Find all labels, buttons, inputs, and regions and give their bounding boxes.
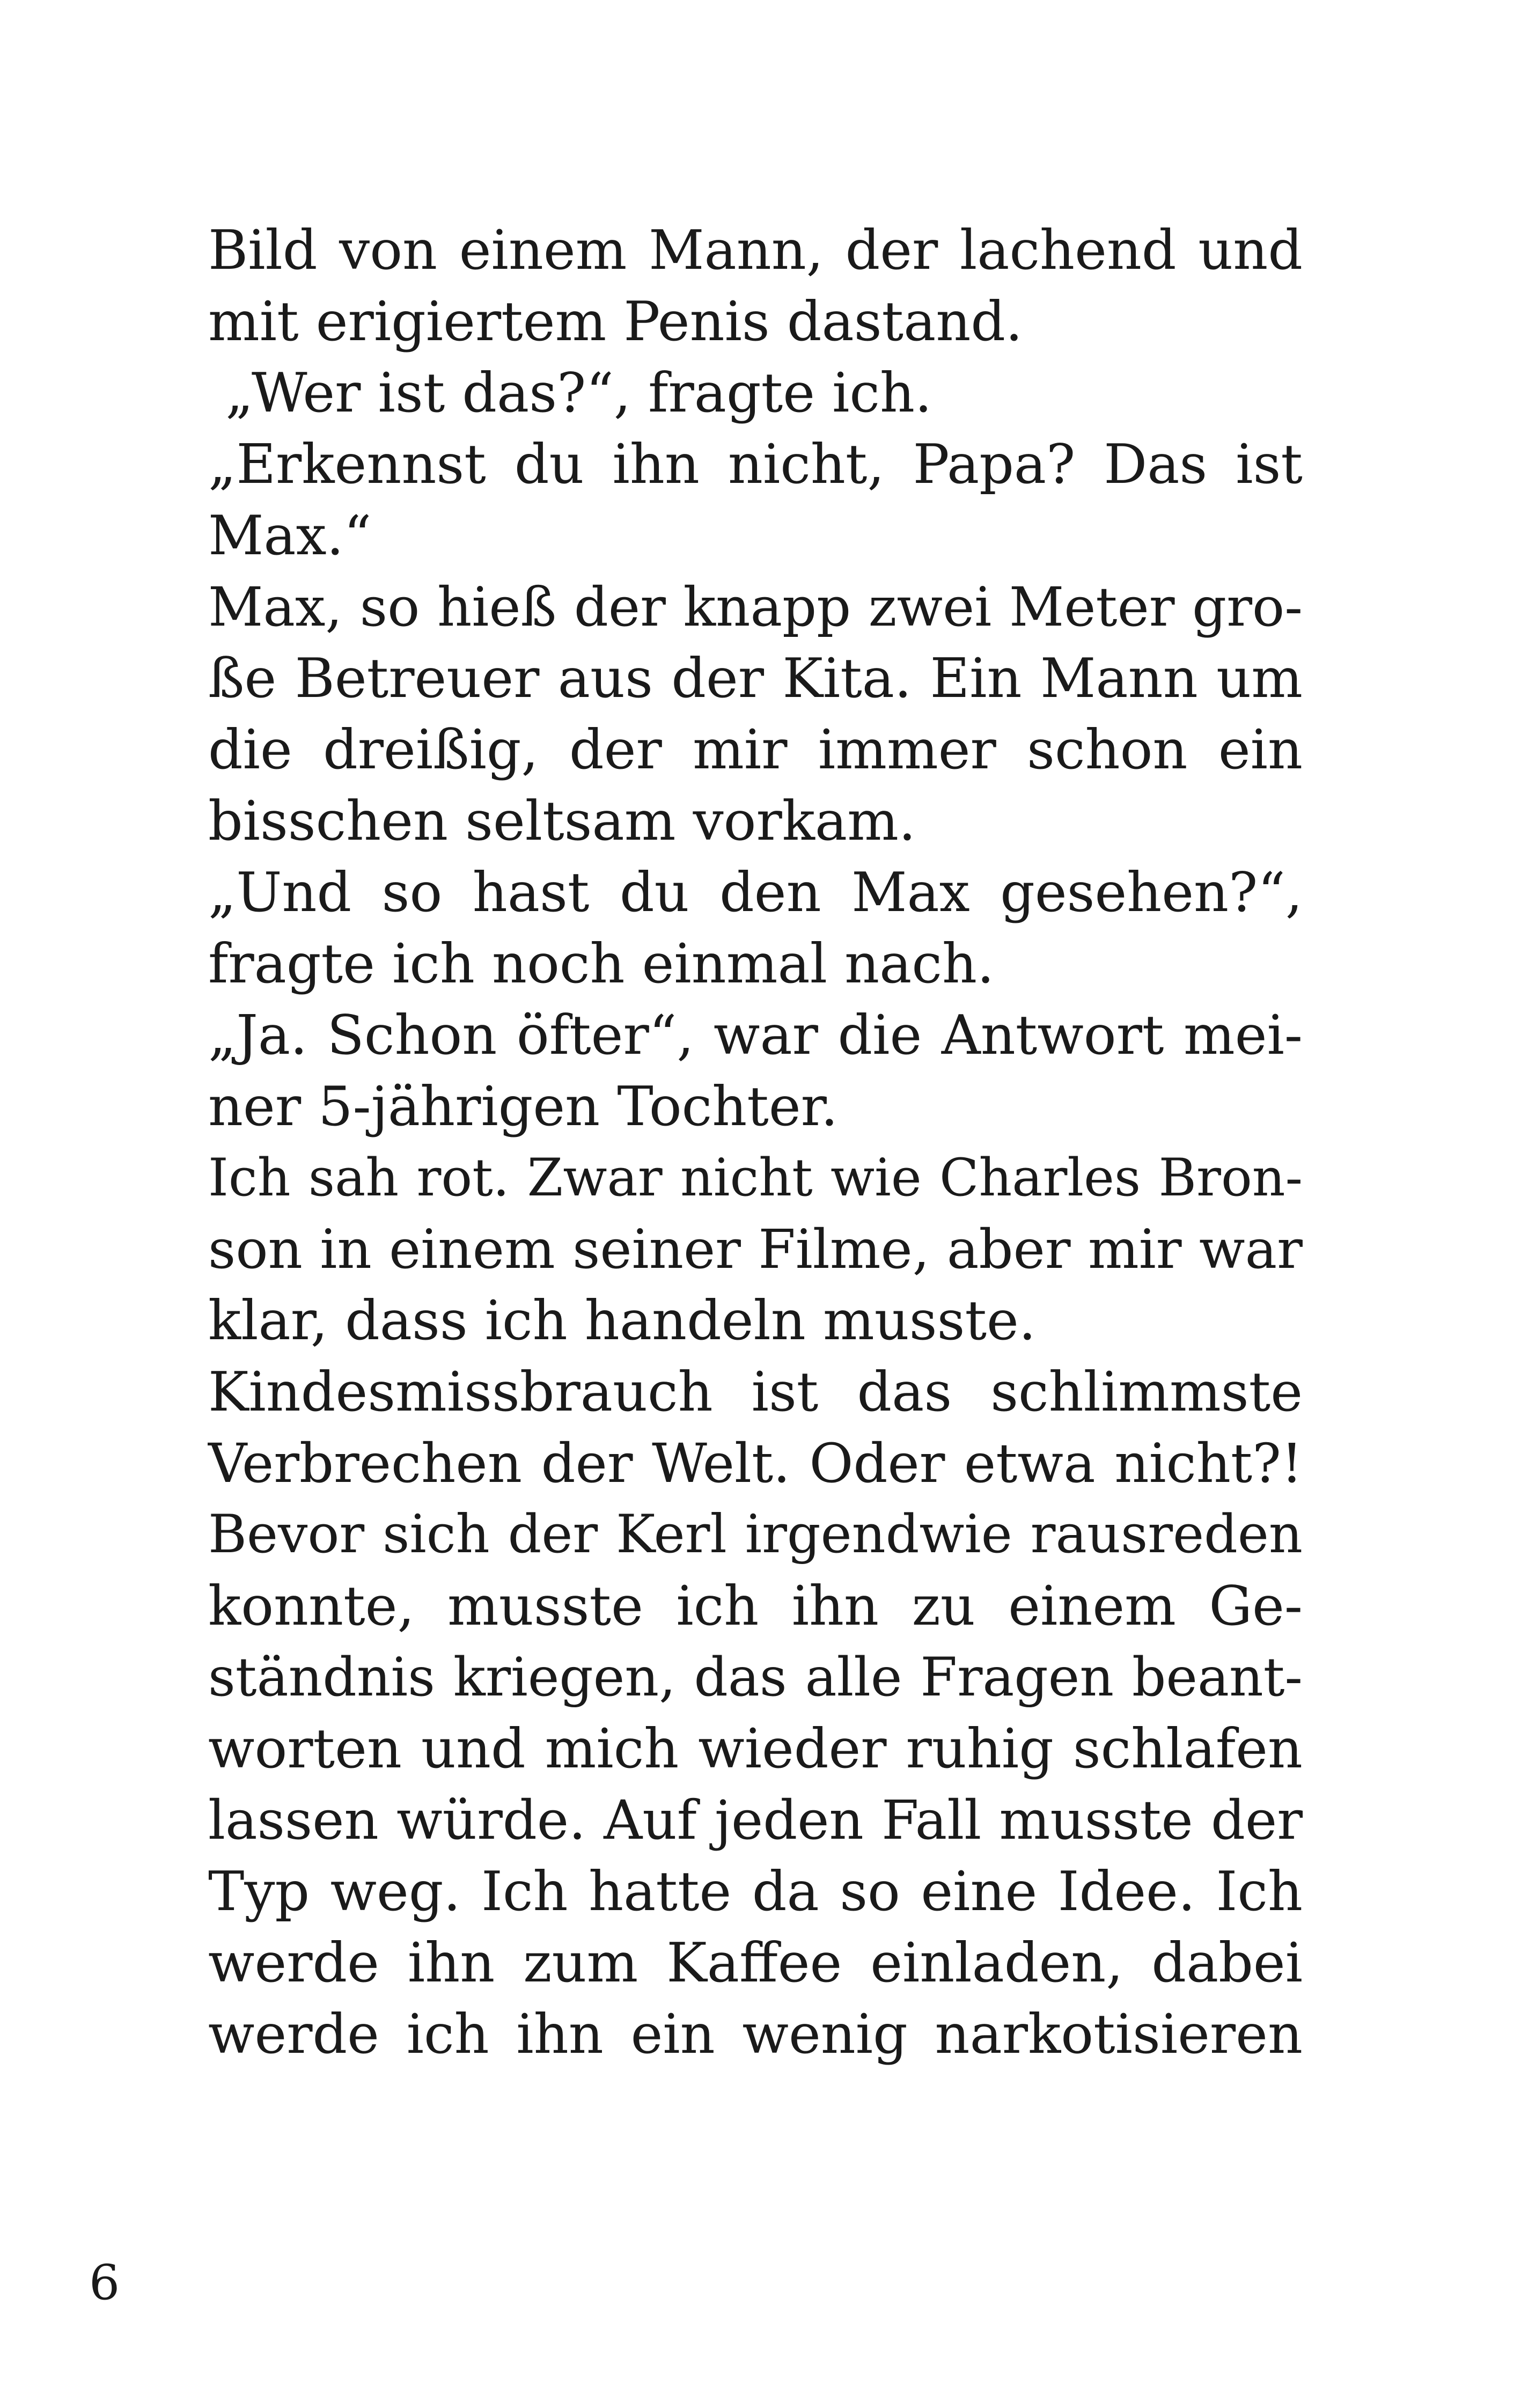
text-line: mit erigiertem Penis dastand. — [208, 290, 1023, 353]
text-line: konnte, musste ich ihn zu einem Ge- — [208, 1574, 1303, 1638]
text-line: die dreißig, der mir immer schon ein — [208, 718, 1303, 781]
text-line: „Und so hast du den Max gesehen?“, — [208, 861, 1303, 924]
text-line: „Erkennst du ihn nicht, Papa? Das ist — [208, 432, 1303, 496]
body-text — [208, 215, 1303, 2070]
text-line: werde ihn zum Kaffee einladen, dabei — [208, 1931, 1303, 1994]
text-line: werde ich ihn ein wenig narkotisieren — [208, 2002, 1303, 2066]
text-line: „Wer ist das?“, fragte ich. — [208, 361, 932, 424]
text-line: son in einem seiner Filme, aber mir war — [208, 1218, 1303, 1281]
text-line: Max.“ — [208, 504, 372, 567]
text-line: bisschen seltsam vorkam. — [208, 789, 916, 853]
text-line: worten und mich wieder ruhig schlafen — [208, 1717, 1303, 1780]
text-line: Max, so hieß der knapp zwei Meter gro- — [208, 576, 1303, 638]
text-line: Bevor sich der Kerl irgendwie rausreden — [208, 1504, 1303, 1565]
text-line: ständnis kriegen, das alle Fragen beant- — [208, 1647, 1303, 1708]
text-line: Typ weg. Ich hatte da so eine Idee. Ich — [208, 1860, 1303, 1923]
text-line: lassen würde. Auf jeden Fall musste der — [208, 1789, 1303, 1852]
text-line: „Ja. Schon öfter“, war die Antwort mei- — [208, 1003, 1303, 1067]
text-line: fragte ich noch einmal nach. — [208, 932, 995, 995]
text-line: ße Betreuer aus der Kita. Ein Mann um — [208, 647, 1303, 710]
text-line: Bild von einem Mann, der lachend und — [208, 218, 1303, 282]
text-line: klar, dass ich handeln musste. — [208, 1289, 1036, 1352]
text-line: Ich sah rot. Zwar nicht wie Charles Bron- — [208, 1148, 1303, 1208]
text-line: Verbrechen der Welt. Oder etwa nicht?! — [208, 1432, 1303, 1495]
text-line: Kindesmissbrauch ist das schlimmste — [208, 1360, 1303, 1423]
text-line: ner 5-jährigen Tochter. — [208, 1075, 838, 1138]
page-number: 6 — [89, 2255, 120, 2311]
